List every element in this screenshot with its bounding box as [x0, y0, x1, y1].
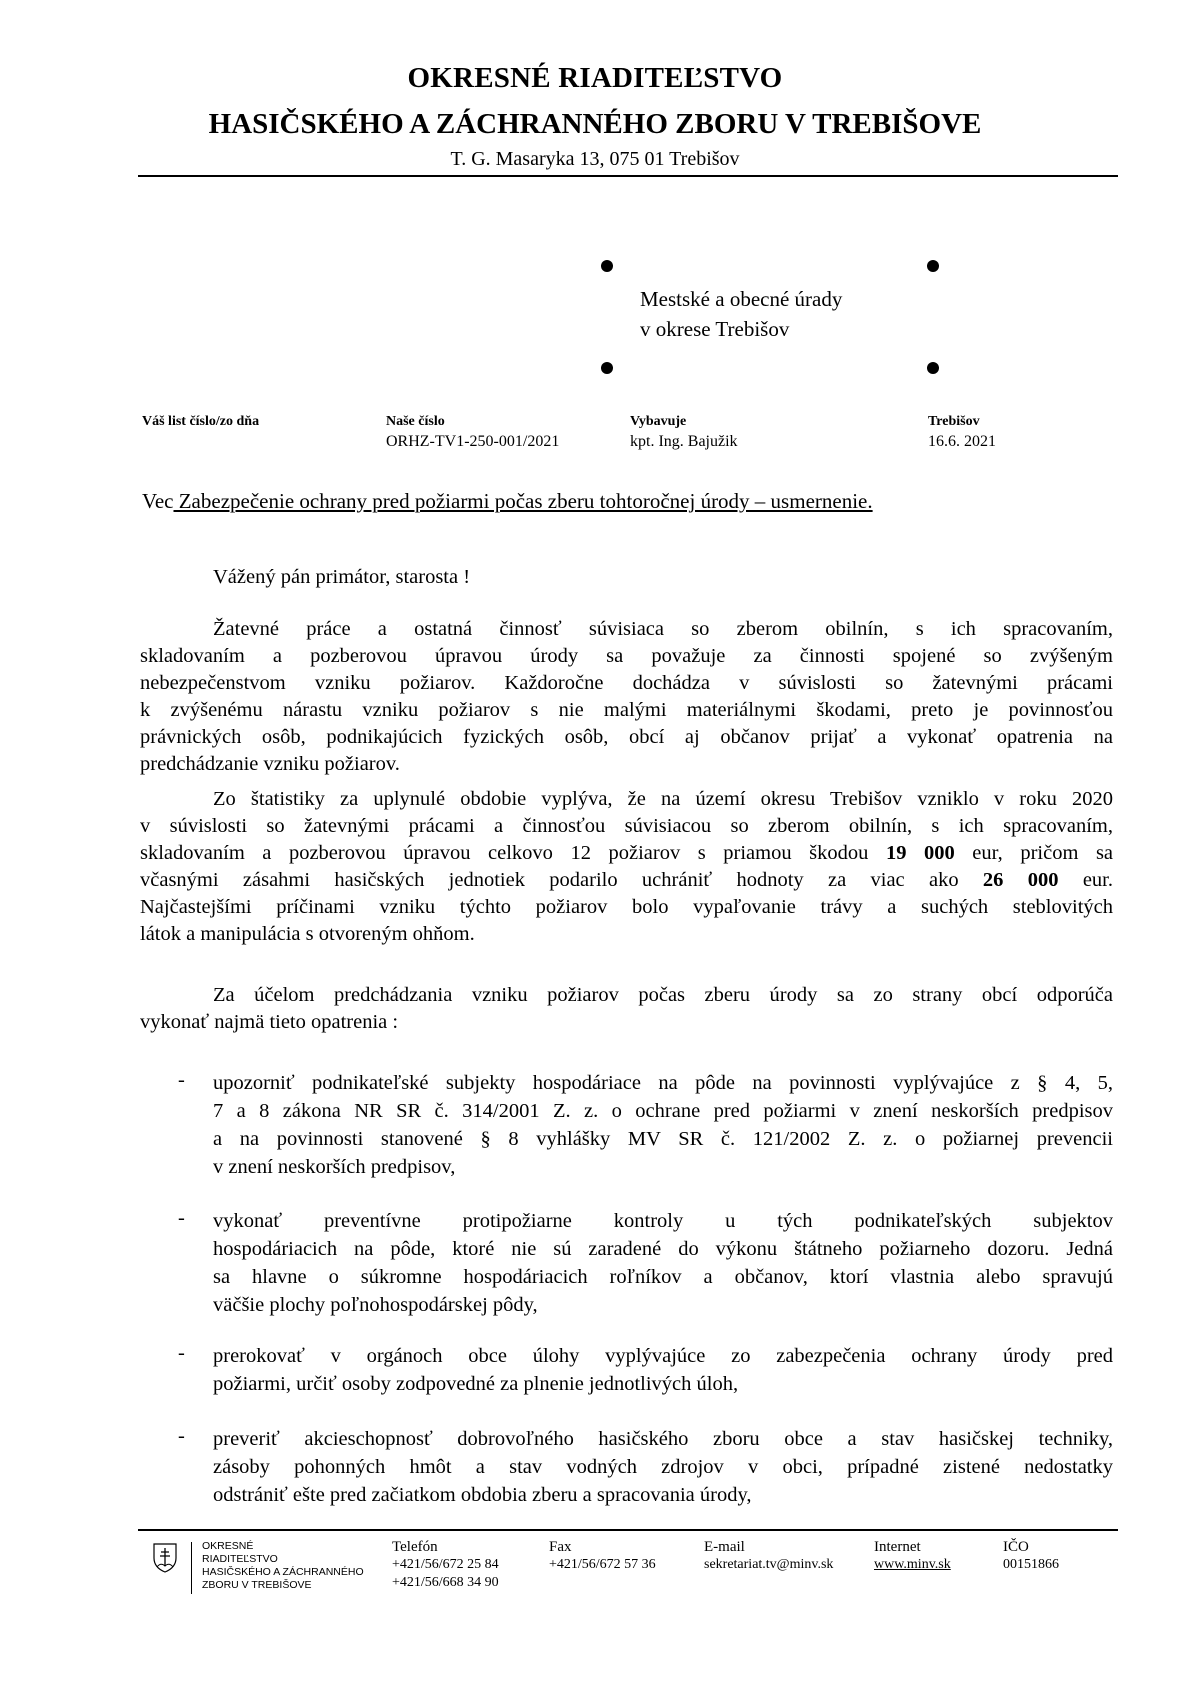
- place-label: Trebišov: [928, 414, 980, 429]
- bullet-line: v znení neskorších predpisov,: [213, 1156, 456, 1178]
- website-link[interactable]: www.minv.sk: [874, 1557, 951, 1572]
- paragraph-line: skladovaním a pozberovou úpravou celkovo 12 požiarov s priamou škodou 19 000 eur, pričom sa: [140, 842, 1114, 864]
- paragraph-line: látok a manipulácia s otvoreným ohňom.: [140, 923, 475, 945]
- letterhead-title: OKRESNÉ RIADITEĽSTVO: [407, 62, 783, 94]
- phone-label: Telefón: [392, 1539, 438, 1555]
- bullet-marker: -: [178, 1342, 185, 1364]
- footer-internet: [874, 1538, 951, 1574]
- paragraph-line: predchádzanie vzniku požiarov.: [140, 753, 400, 775]
- salutation: Vážený pán primátor, starosta !: [213, 566, 471, 588]
- footer-organization: OKRESNÉ RIADITEĽSTVO HASIČSKÉHO A ZÁCHRANNÉHO ZBORU V TREBIŠOVE: [202, 1540, 364, 1591]
- bullet-line: upozorniť podnikateľské subjekty hospodáriace na pôde na povinnosti vyplývajúce z § 4, 5,: [213, 1072, 1113, 1094]
- bullet-item: [213, 1069, 1113, 1181]
- paragraph-line: v súvislosti so žatevnými prácami a činnosťou súvisiacou so zberom obilnín, s ich spracovaním,: [140, 815, 1113, 837]
- paragraph-line: nebezpečenstvom vzniku požiarov. Každoročne dochádza v súvislosti so žatevnými prácami: [140, 672, 1113, 694]
- paragraph-line: Najčastejšími príčinami vzniku týchto požiarov bolo vypaľovanie trávy a suchých steblovitých: [140, 896, 1113, 918]
- subject-text: Zabezpečenie ochrany pred požiarmi počas zberu tohtoročnej úrody – usmernenie.: [173, 489, 873, 513]
- subject-prefix: Vec: [142, 489, 174, 513]
- email-label: E-mail: [704, 1539, 745, 1555]
- footer-email: [704, 1538, 833, 1574]
- footer-ico: [1003, 1538, 1059, 1574]
- email-link[interactable]: sekretariat.tv@minv.sk: [704, 1557, 834, 1572]
- paragraph-line: včasnými zásahmi hasičských jednotiek podarilo uchrániť hodnoty za viac ako 26 000 eur.: [140, 869, 1113, 891]
- bullet-line: prerokovať v orgánoch obce úlohy vyplývajúce zo zabezpečenia ochrany úrody pred: [213, 1345, 1113, 1367]
- bullet-line: hospodáriacich na pôde, ktoré nie sú zaradené do výkonu štátneho požiarneho dozoru. Jedná: [213, 1238, 1113, 1260]
- bullet-line: 7 a 8 zákona NR SR č. 314/2001 Z. z. o ochrane pred požiarmi v znení neskorších predpisov: [213, 1100, 1113, 1122]
- letterhead-subtitle: HASIČSKÉHO A ZÁCHRANNÉHO ZBORU V TREBIŠOVE: [208, 108, 982, 140]
- address-corner-mark: [927, 260, 939, 272]
- letterhead-address: T. G. Masaryka 13, 075 01 Trebišov: [450, 148, 740, 170]
- bullet-line: zásoby pohonných hmôt a stav vodných zdrojov v obci, prípadné zistené nedostatky: [213, 1456, 1113, 1478]
- bullet-item: [213, 1342, 1113, 1398]
- footer-divider: [138, 1529, 1118, 1531]
- paragraph-line: skladovaním a pozberovou úpravou úrody sa považuje za činnosti spojené so zvýšeným: [140, 645, 1113, 667]
- coat-of-arms-icon: [152, 1542, 178, 1574]
- paragraph: [140, 616, 1113, 778]
- footer-phone: [392, 1538, 499, 1592]
- our-number-label: Naše číslo: [386, 414, 445, 429]
- bullet-line: požiarmi, určiť osoby zodpovedné za plnenie jednotlivých úloh,: [213, 1373, 739, 1395]
- fax-number: +421/56/672 57 36: [549, 1557, 656, 1572]
- recipient-line: Mestské a obecné úrady: [640, 287, 843, 311]
- phone-number: +421/56/672 25 84: [392, 1557, 499, 1572]
- handled-by-value: kpt. Ing. Bajužik: [630, 433, 738, 450]
- saved-amount: 26 000: [982, 869, 1059, 891]
- paragraph-line: Za účelom predchádzania vzniku požiarov počas zberu úrody sa zo strany obcí odporúča: [213, 984, 1113, 1006]
- recipient-line: v okrese Trebišov: [640, 317, 790, 341]
- bullet-line: odstrániť ešte pred začiatkom obdobia zberu a spracovania úrody,: [213, 1484, 752, 1506]
- bullet-item: [213, 1207, 1113, 1319]
- bullet-item: [213, 1425, 1113, 1509]
- paragraph-line: Zo štatistiky za uplynulé obdobie vyplýva, že na území okresu Trebišov vzniklo v roku 2020: [213, 788, 1113, 810]
- ico-value: 00151866: [1003, 1557, 1059, 1572]
- footer-separator: [191, 1542, 192, 1594]
- ico-label: IČO: [1003, 1539, 1029, 1555]
- paragraph: [140, 982, 1113, 1036]
- your-letter-label: Váš list číslo/zo dňa: [142, 414, 260, 429]
- subject-line: [142, 489, 873, 514]
- our-number-value: ORHZ-TV1-250-001/2021: [386, 433, 560, 450]
- bullet-line: vykonať preventívne protipožiarne kontroly u tých podnikateľských subjektov: [213, 1210, 1113, 1232]
- paragraph: [140, 786, 1113, 948]
- damage-amount: 19 000: [885, 842, 955, 864]
- paragraph-line: právnických osôb, podnikajúcich fyzických osôb, obcí aj občanov prijať a vykonať opatrenia na: [140, 726, 1113, 748]
- address-corner-mark: [601, 260, 613, 272]
- bullet-line: preveriť akcieschopnosť dobrovoľného hasičského zboru obce a stav hasičskej techniky,: [213, 1428, 1113, 1450]
- phone-number: +421/56/668 34 90: [392, 1575, 499, 1590]
- paragraph-line: Žatevné práce a ostatná činnosť súvisiaca so zberom obilnín, s ich spracovaním,: [213, 618, 1113, 640]
- bullet-line: a na povinnosti stanovené § 8 vyhlášky MV SR č. 121/2002 Z. z. o požiarnej prevencii: [213, 1128, 1113, 1150]
- footer-fax: [549, 1538, 656, 1574]
- paragraph-line: k zvýšenému nárastu vzniku požiarov s nie malými materiálnymi škodami, preto je povinnosťou: [140, 699, 1113, 721]
- bullet-line: väčšie plochy poľnohospodárskej pôdy,: [213, 1294, 538, 1316]
- header-divider: [138, 175, 1118, 177]
- date-value: 16.6. 2021: [928, 433, 996, 450]
- fax-label: Fax: [549, 1539, 572, 1555]
- internet-label: Internet: [874, 1539, 921, 1555]
- bullet-marker: -: [178, 1207, 185, 1229]
- handled-by-label: Vybavuje: [630, 414, 687, 429]
- address-corner-mark: [601, 362, 613, 374]
- bullet-marker: -: [178, 1425, 185, 1447]
- address-corner-mark: [927, 362, 939, 374]
- bullet-marker: -: [178, 1069, 185, 1091]
- paragraph-line: vykonať najmä tieto opatrenia :: [140, 1011, 399, 1033]
- bullet-line: sa hlavne o súkromne hospodáriacich roľníkov a občanov, ktorí vlastnia alebo spravujú: [213, 1266, 1113, 1288]
